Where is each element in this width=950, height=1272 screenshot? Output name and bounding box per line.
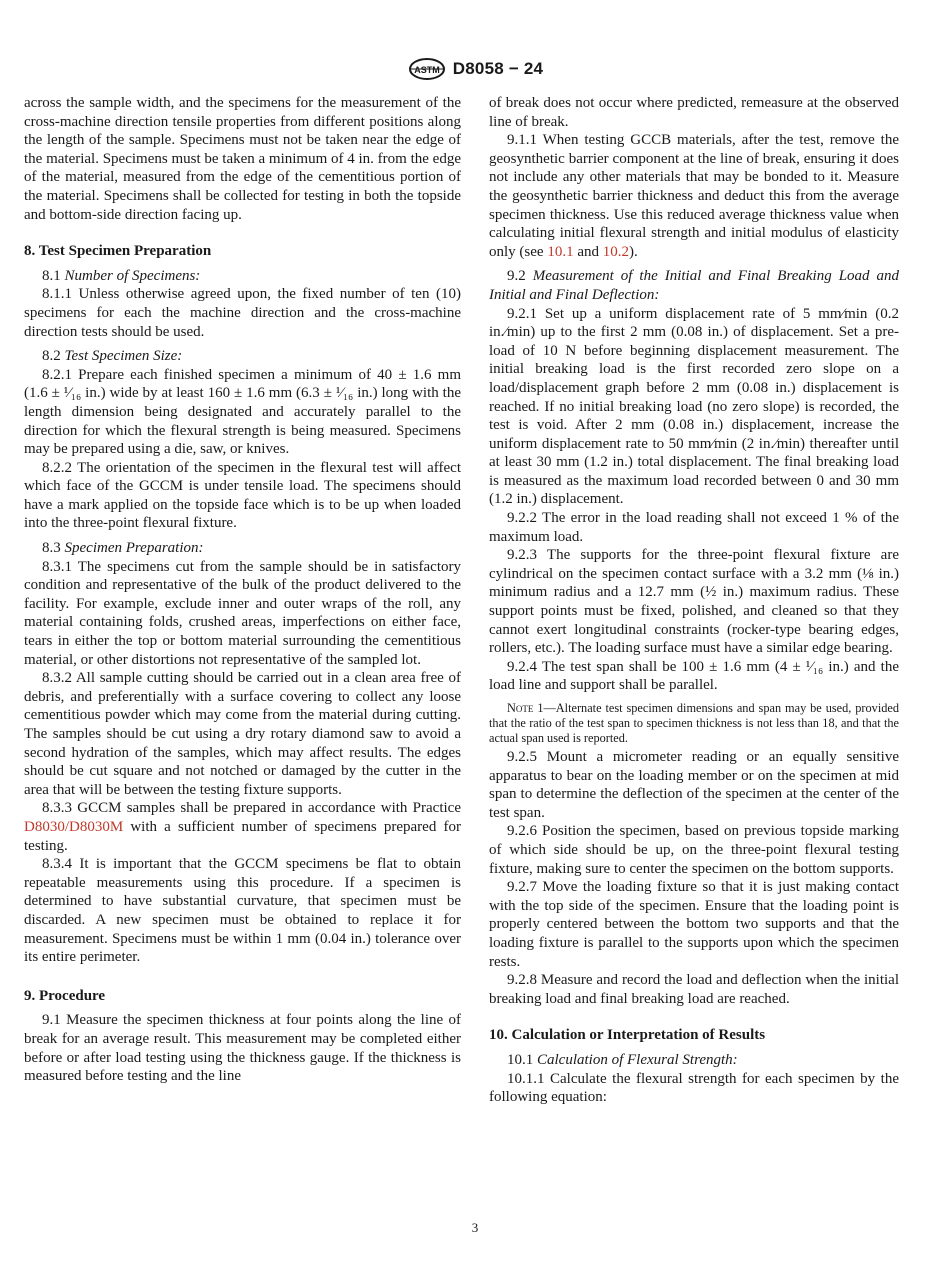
section-8-1-1: 8.1.1 Unless otherwise agreed upon, the fixed number of ten (10) specimens for each the machine direction and the cross-machine direction tests should be used. bbox=[24, 286, 461, 340]
section-9-2: 9.2 Measurement of the Initial and Final Breaking Load and Initial and Final Deflection: bbox=[489, 268, 900, 303]
section-9-2-4: 9.2.4 The test span shall be 100 ± 1.6 mm (4 ± ¹⁄₁₆ in.) and the load line and support shall be parallel. bbox=[489, 658, 899, 694]
page-number: 3 bbox=[471, 1220, 479, 1235]
section-9-1: 9.1 Measure the specimen thickness at four points along the line of break for an average result. This measurement may be completed either before or after load testing using the thickness gauge. If the thickness is measured before testing and the line bbox=[24, 1012, 461, 1085]
section-8-2-2: 8.2.2 The orientation of the specimen in the flexural test will affect which face of the GCCM is under tensile load. The specimens should have a mark applied on the topside face which is to be up when loaded into the three-point flexural fixture. bbox=[24, 459, 461, 532]
section-9-2-6: 9.2.6 Position the specimen, based on previous topside marking of which side should be up, on the three-point flexural testing fixture, making sure to center the specimen on the bottom supports. bbox=[489, 823, 899, 877]
section-9-heading: 9. Procedure bbox=[24, 987, 106, 1004]
section-9-2-1: 9.2.1 Set up a uniform displacement rate of 5 mm⁄min (0.2 in.⁄min) up to the first 2 mm (0.08 in.) of displacement. Set a pre-load of 10 N before beginning displacement measurement. The initial breaking load is the first recorded zero slope on a load/displacement graph before 2 mm (0.08 in.) displacement is reached. If no initial breaking load (no zero slope) is recorded, the test is void. After 2 mm (0.08 in.) displacement, increase the uniform displacement rate to 50 mm⁄min (2 in.⁄min) thereafter until at least 30 mm (1.2 in.) total displacement. The final breaking load is measured as the maximum load recorded between 0 and 30 mm (1.2 in.) displacement. bbox=[489, 305, 899, 508]
left-column bbox=[24, 94, 461, 1086]
section-10-1: 10.1 Calculation of Flexural Strength: bbox=[507, 1051, 738, 1068]
section-8-3-4: 8.3.4 It is important that the GCCM specimens be flat to obtain repeatable measurements using this procedure. If a specimen is determined to have substantial curvature, that specimen must be discarded. A new specimen must be obtained to replace it for measurement. Specimens must be within 1 mm (0.04 in.) tolerance over its entire perimeter. bbox=[24, 856, 461, 966]
section-8-3-1: 8.3.1 The specimens cut from the sample should be in satisfactory condition and representative of the bulk of the product delivered to the facility. For example, exclude inner and outer wraps of the roll, any material containing folds, crushed areas, imperfections on either face, tears in either the top or bottom material surrounding the cementitious material, or other distortions not representative of the sampled lot. bbox=[24, 558, 461, 668]
page-header bbox=[0, 56, 950, 82]
section-8-2-1: 8.2.1 Prepare each finished specimen a minimum of 40 ± 1.6 mm (1.6 ± ¹⁄₁₆ in.) wide by at least 160 ± 1.6 mm (6.3 ± ¹⁄₁₆ in.) long with the length dimension being designated and accurately parallel to the direction for which the flexural strength is being measured. Specimens may be prepared using a die, saw, or knives. bbox=[24, 366, 461, 458]
right-column bbox=[489, 94, 899, 1107]
section-9-1-1: 9.1.1 When testing GCCB materials, after the test, remove the geosynthetic barrier component at the line of break, ensuring it does not include any other materials that may be bonded to it. Measure the geosynthetic barrier thickness and deduct this from the average specimen thickness. Use this reduced average thickness value when calculating initial flexural strength and initial modulus of elasticity only (see 10.1 and 10.2). bbox=[489, 132, 899, 260]
section-8-heading: 8. Test Specimen Preparation bbox=[24, 243, 212, 260]
astm-logo-icon bbox=[407, 57, 447, 81]
section-10-heading: 10. Calculation or Interpretation of Results bbox=[489, 1027, 766, 1044]
section-10-1-link[interactable]: 10.1 bbox=[547, 243, 574, 260]
section-10-1-1: 10.1.1 Calculate the flexural strength for each specimen by the following equation: bbox=[489, 1070, 899, 1106]
section-9-2-7: 9.2.7 Move the loading fixture so that it is just making contact with the top side of the specimen. Ensure that the loading point is properly centered between the bottom two supports and that the loading fixture is parallel to the supports upon which the specimen rests. bbox=[489, 879, 899, 970]
section-9-2-5: 9.2.5 Mount a micrometer reading or an equally sensitive apparatus to bear on the loading member or on the specimen at mid span to determine the deflection of the specimen at the center of the test span. bbox=[489, 749, 899, 821]
section-10-2-link[interactable]: 10.2 bbox=[602, 243, 629, 260]
section-8-3-2: 8.3.2 All sample cutting should be carried out in a clean area free of debris, and preferentially with a surface covering to collect any loose cementitious powder which may come from the material during cutting. The samples should be cut using a dry rotary diamond saw to avoid a second hydration of the samples, which may affect results. The edges should be cut square and not notched or damaged by the cutter in the area that will be between the testing fixture supports. bbox=[24, 670, 461, 798]
standard-designation: D8058 − 24 bbox=[452, 59, 544, 78]
section-8-3-3: 8.3.3 GCCM samples shall be prepared in accordance with Practice D8030/D8030M with a sufficient number of specimens prepared for testing. bbox=[24, 800, 461, 854]
section-8-1: 8.1 Number of Specimens: bbox=[42, 267, 201, 284]
note-1: Note 1—Alternate test specimen dimensions and span may be used, provided that the ratio of the test span to specimen thickness is not less than 18, and that the actual span used is reported. bbox=[489, 701, 899, 745]
section-9-2-3: 9.2.3 The supports for the three-point flexural fixture are cylindrical on the specimen contact surface with a 3.2 mm (⅛ in.) minimum radius and a 12.7 mm (½ in.) maximum radius. These support points must be fixed, polished, and cleaned so that they cannot exert longitudinal constraints (rocker-type bearing edges, rollers, etc.). The loading surface must have a similar edge bearing. bbox=[489, 547, 899, 657]
section-9-2-8: 9.2.8 Measure and record the load and deflection when the initial breaking load and final breaking load are reached. bbox=[489, 972, 899, 1007]
practice-link[interactable]: D8030/D8030M bbox=[24, 818, 124, 835]
svg-text:ASTM: ASTM bbox=[414, 65, 440, 75]
section-8-2: 8.2 Test Specimen Size: bbox=[42, 348, 183, 365]
paragraph-continued: of break does not occur where predicted, remeasure at the observed line of break. bbox=[489, 95, 899, 130]
paragraph-continued: across the sample width, and the specimens for the measurement of the cross-machine direction tensile properties from different positions along the length of the sample. Specimens must not be taken near the edge of the material. Specimens must be taken a minimum of 4 in. from the edge of the material, measured from the edge of the cementitious portion of the material. Specimens shall be collected for testing in both the topside and bottom-side direction facing up. bbox=[24, 95, 461, 223]
section-9-2-2: 9.2.2 The error in the load reading shall not exceed 1 % of the maximum load. bbox=[489, 510, 899, 545]
section-8-3: 8.3 Specimen Preparation: bbox=[42, 540, 204, 557]
